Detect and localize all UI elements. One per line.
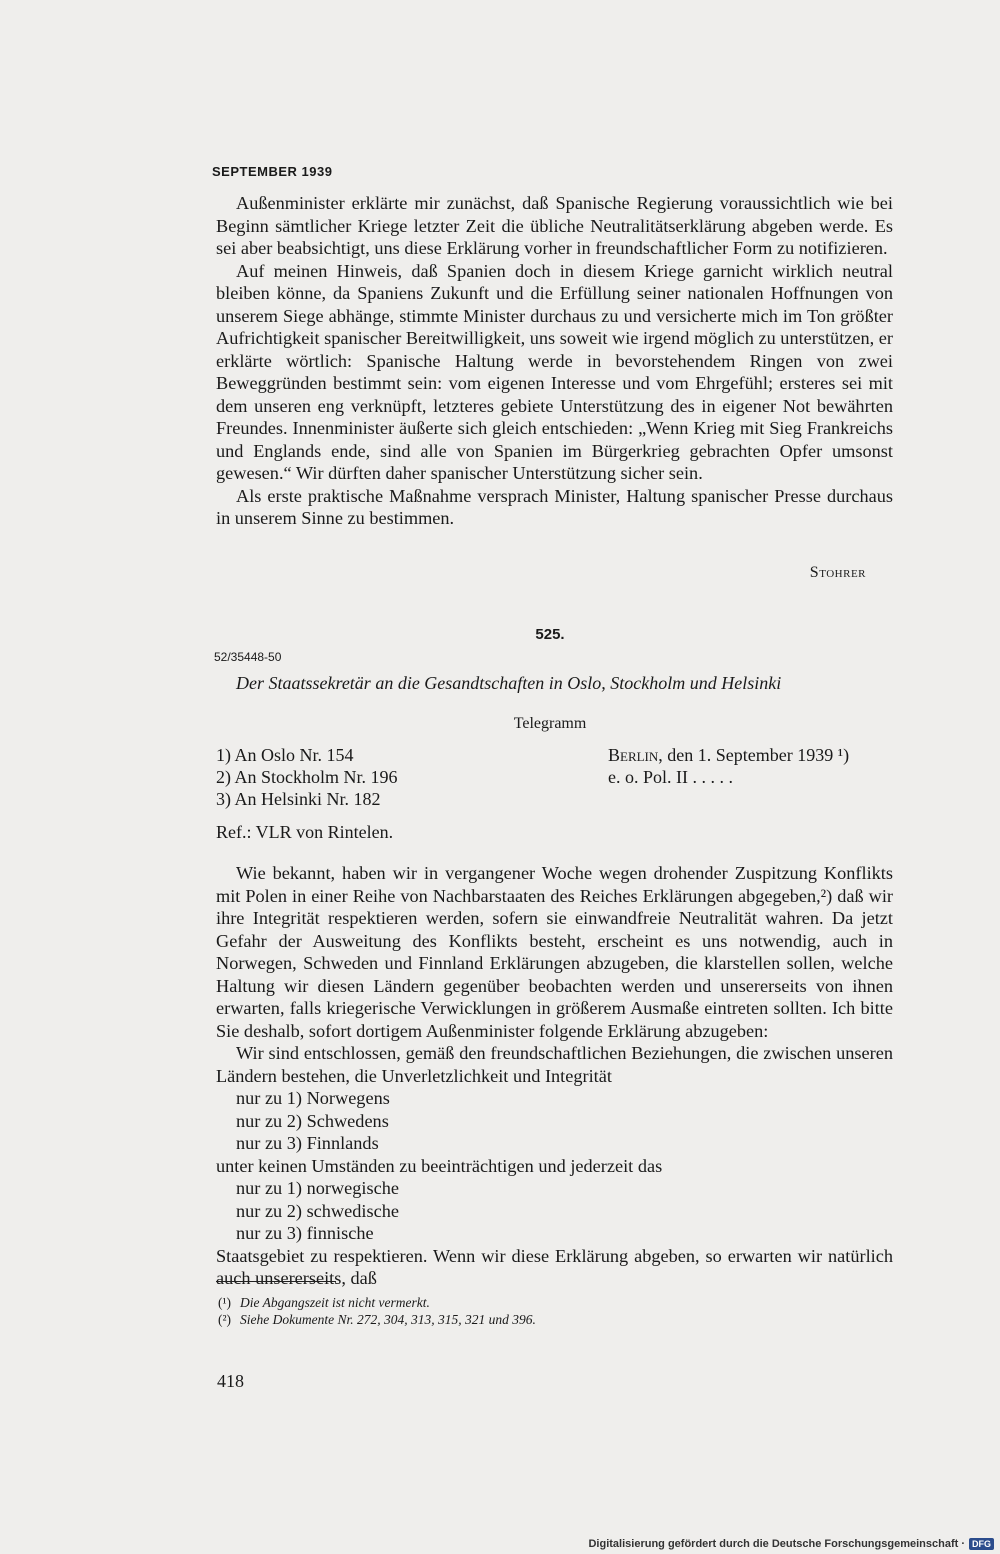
file-number: 52/35448-50 — [214, 650, 282, 664]
paragraph: Außenminister erklärte mir zunächst, daß Spanische Regierung voraussichtlich wie bei Beginn sämtlicher Kriege letzter Zeit die übliche Neutralitätserklärung abgeben werde. Es sei aber beabsichtigt, uns diese Erklärung vorher in freundschaftlicher Form zu notifizieren. — [216, 193, 893, 258]
document-number: 525. — [535, 626, 565, 643]
footnotes — [218, 1294, 536, 1328]
section-previous-document — [216, 192, 893, 530]
paragraph: Als erste praktische Maßnahme versprach Minister, Haltung spanischer Presse durchaus in unserem Sinne zu bestimmen. — [216, 485, 893, 528]
funding-credit — [588, 1538, 994, 1550]
document-type: Telegramm — [513, 715, 587, 732]
telegram-body — [216, 862, 893, 1290]
place-date-block — [608, 744, 849, 788]
signature: Stohrer — [809, 564, 866, 581]
recipient-list — [216, 744, 398, 810]
credit-text: Digitalisierung gefördert durch die Deutsche Forschungsgemeinschaft · — [588, 1538, 965, 1550]
footnote-text: Die Abgangszeit ist nicht vermerkt. — [240, 1295, 430, 1310]
footnote — [218, 1311, 536, 1328]
paragraph: Staatsgebiet zu respektieren. Wenn wir diese Erklärung abgeben, so erwarten wir natürlich auch unsererseits, daß — [216, 1245, 893, 1288]
list-item: nur zu 1) norwegische — [236, 1178, 399, 1198]
footnote-mark: (²) — [218, 1312, 232, 1327]
paragraph: Wie bekannt, haben wir in vergangener Woche wegen drohender Zuspitzung Konflikts mit Polen in einer Reihe von Nachbarstaaten des Reiches Erklärungen abgegeben,²) daß wir ihre Integrität respektieren werden, sofern sie einwandfreie Neutralität wahren. Da jetzt Gefahr der Ausweitung des Konflikts besteht, erscheint es uns notwendig, auch in Norwegen, Schweden und Finnland Erklärungen abzugeben, die klarstellen sollen, welche Haltung wir diesen Ländern gegenüber beobachten werden und unsererseits von ihnen erwarten, falls kriegerische Verwicklungen in größerem Ausmaße eintreten sollten. Ich bitte Sie deshalb, sofort dortigem Außenminister folgende Erklärung abzugeben: — [216, 863, 893, 1041]
dfg-logo-icon: DFG — [969, 1538, 994, 1550]
recipient: 1) An Oslo Nr. 154 — [216, 745, 354, 765]
paragraph: Wir sind entschlossen, gemäß den freundschaftlichen Beziehungen, die zwischen unseren Ländern bestehen, die Unverletzlichkeit und Integrität — [216, 1043, 893, 1086]
list-item: nur zu 3) Finnlands — [236, 1133, 379, 1153]
reference: Ref.: VLR von Rintelen. — [216, 822, 394, 842]
list-item: nur zu 3) finnische — [236, 1223, 374, 1243]
recipient: 2) An Stockholm Nr. 196 — [216, 767, 398, 787]
recipient: 3) An Helsinki Nr. 182 — [216, 789, 381, 809]
paragraph: Auf meinen Hinweis, daß Spanien doch in diesem Kriege garnicht wirklich neutral bleiben könne, da Spaniens Zukunft und die Erfüllung seiner nationalen Hoffnungen von unserem Siege abhänge, stimmte Minister durchaus zu und versicherte mich im Ton größter Aufrichtigkeit spanischer Bereitwilligkeit, uns soweit wie irgend möglich zu unterstützen, er erklärte wörtlich: Spanische Haltung werde in bevorstehendem Ringen von zwei Beweggründen bestimmt sein: vom eigenen Interesse und vom Ehrgefühl; ersteres sei mit dem unseren eng verknüpft, letzteres gebiete Unterstützung des in eigener Not bewährten Freundes. Innenminister äußerte sich gleich entschieden: „Wenn Krieg mit Sieg Frankreichs und Englands ende, sind alle von Spanien im Bürgerkrieg gebrachten Opfer umsonst gewesen.“ Wir dürften daher spanischer Unterstützung sicher sein. — [216, 260, 893, 483]
place: Berlin — [608, 745, 659, 765]
paragraph: unter keinen Umständen zu beeinträchtigen und jederzeit das — [216, 1155, 663, 1176]
footnote-divider — [216, 1281, 336, 1282]
list-item: nur zu 2) Schwedens — [236, 1110, 389, 1131]
document-title: Der Staatssekretär an die Gesandtschaften in Oslo, Stockholm und Helsinki — [236, 673, 782, 693]
running-header: SEPTEMBER 1939 — [212, 164, 333, 179]
footnote-text: Siehe Dokumente Nr. 272, 304, 313, 315, 321 und 396. — [240, 1312, 536, 1327]
footnote-mark: (¹) — [218, 1295, 232, 1310]
list-item: nur zu 1) Norwegens — [236, 1088, 390, 1108]
office-code: e. o. Pol. II . . . . . — [608, 767, 733, 787]
date: , den 1. September 1939 ¹) — [658, 745, 850, 765]
page-number: 418 — [217, 1371, 244, 1391]
list-item: nur zu 2) schwedische — [236, 1200, 399, 1221]
footnote — [218, 1294, 536, 1311]
